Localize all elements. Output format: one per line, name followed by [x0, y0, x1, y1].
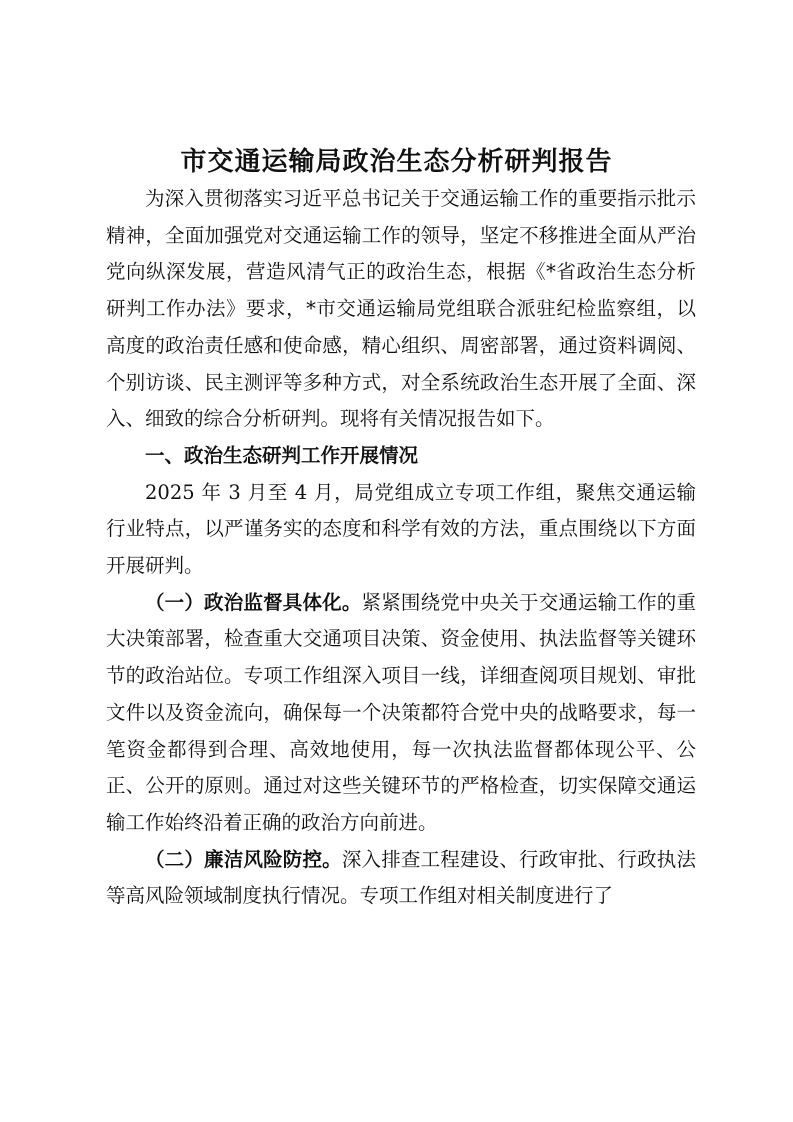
section-1-item-1-paragraph	[106, 585, 696, 842]
item-2-lead: （二）廉洁风险防控。	[145, 847, 342, 871]
document-body	[106, 181, 696, 915]
section-1-intro-paragraph: 2025 年 3 月至 4 月，局党组成立专项工作组，聚焦交通运输行业特点，以严谨务实的态度和科学有效的方法，重点围绕以下方面开展研判。	[106, 480, 696, 578]
section-heading-1: 一、政治生态研判工作开展情况	[145, 443, 419, 467]
item-1-lead: （一）政治监督具体化。	[145, 590, 362, 614]
document-title: 市交通运输局政治生态分析研判报告	[180, 147, 613, 177]
item-1-text: 紧紧围绕党中央关于交通运输工作的重大决策部署，检查重大交通项目决策、资金使用、执法监督等关键环节的政治站位。专项工作组深入项目一线，详细查阅项目规划、审批文件以及资金流向，确保每一个决策都符合党中央的战略要求，每一笔资金都得到合理、高效地使用，每一次执法监督都体现公平、公正、公开的原则。通过对这些关键环节的严格检查，切实保障交通运输工作始终沿着正确的政治方向前进。	[106, 590, 696, 834]
item-2-text: 深入排查工程建设、行政审批、行政执法等高风险领域制度执行情况。专项工作组对相关制度进行了	[106, 847, 696, 908]
intro-paragraph: 为深入贯彻落实习近平总书记关于交通运输工作的重要指示批示精神，全面加强党对交通运输工作的领导，坚定不移推进全面从严治党向纵深发展，营造风清气正的政治生态，根据《*省政治生态分析研判工作办法》要求，*市交通运输局党组联合派驻纪检监察组，以高度的政治责任感和使命感，精心组织、周密部署，通过资料调阅、个别访谈、民主测评等多种方式，对全系统政治生态开展了全面、深入、细致的综合分析研判。现将有关情况报告如下。	[106, 187, 696, 431]
section-1-item-2-paragraph	[106, 842, 696, 915]
